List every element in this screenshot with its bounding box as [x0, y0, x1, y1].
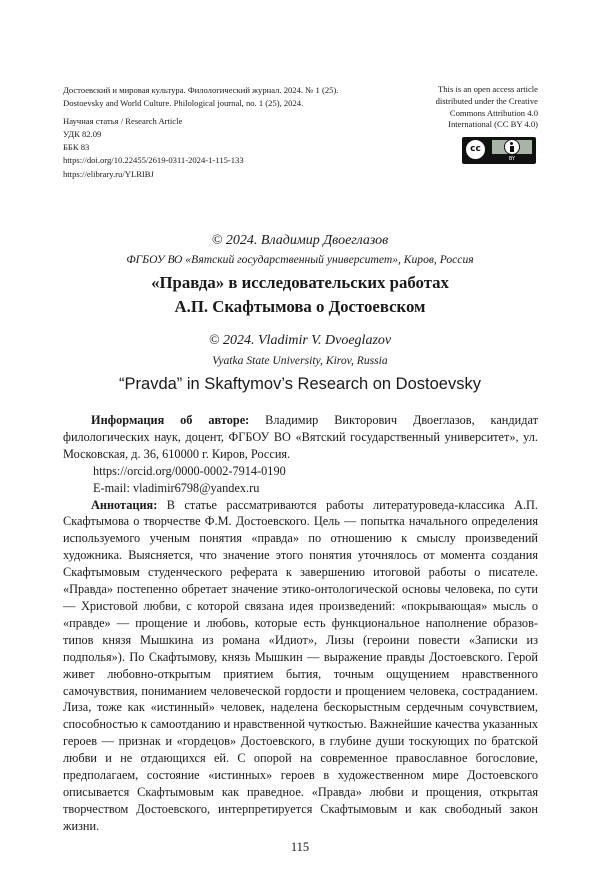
- cc-logo-icon: cc: [465, 139, 486, 160]
- author-info-paragraph: [63, 412, 538, 463]
- doi-link[interactable]: https://doi.org/10.22455/2619-0311-2024-1-115-133: [63, 155, 244, 166]
- bbk-code: ББК 83: [63, 142, 90, 153]
- journal-citation-ru: Достоевский и мировая культура. Филологический журнал. 2024. № 1 (25).: [63, 85, 339, 95]
- affiliation-ru: ФГБОУ ВО «Вятский государственный университет», Киров, Россия: [126, 253, 474, 266]
- cc-by-license-icon[interactable]: [462, 137, 536, 164]
- elibrary-link[interactable]: https://elibrary.ru/YLRIBJ: [63, 168, 154, 179]
- by-label: BY: [508, 156, 516, 162]
- attribution-person-icon: [492, 140, 532, 154]
- license-line: Commons Attribution 4.0: [449, 107, 538, 118]
- abstract-label: Аннотация:: [91, 497, 158, 512]
- affiliation-en: Vyatka State University, Kirov, Russia: [212, 354, 388, 367]
- udk-code: УДК 82.09: [63, 129, 102, 140]
- publication-metadata: [63, 84, 393, 181]
- orcid-link[interactable]: https://orcid.org/0000-0002-7914-0190: [93, 463, 286, 478]
- abstract-paragraph: [63, 497, 538, 835]
- author-info-block: [63, 412, 538, 835]
- license-line: International (CC BY 4.0): [448, 119, 538, 130]
- license-line: distributed under the Creative: [435, 95, 538, 106]
- author-ru: © 2024. Владимир Двоеглазов: [211, 233, 389, 248]
- journal-citation-en: Dostoevsky and World Culture. Philological journal, no. 1 (25), 2024.: [63, 98, 304, 109]
- title-ru-line: «Правда» в исследовательских работах: [151, 273, 449, 292]
- license-line: This is an open access article: [438, 84, 538, 94]
- author-info-label: Информация об авторе:: [91, 413, 250, 427]
- author-en: © 2024. Vladimir V. Dvoeglazov: [208, 333, 392, 348]
- email-address[interactable]: E-mail: vladimir6798@yandex.ru: [93, 480, 260, 495]
- title-en: “Pravda” in Skaftymov’s Research on Dostoevsky: [119, 375, 481, 393]
- license-notice: [358, 84, 538, 131]
- title-ru: [40, 271, 560, 319]
- abstract-text: В статье рассматриваются работы литературоведа-классика А.П. Скафтымова о творчестве Ф.М. Достоевского. Цель — попытка начального определения используемого ученым понятия «правда» по отношению к смыслу произведений художника. Выясняется, что значение этого понятия уточнялось от момента создания Скафтымовым студенческого реферата к завершению итоговой работы о писателе. «Правда» постепенно обретает значение этико-онтологической основы человека, по сути — Христовой любви, с которой связана идея произведений: «покрывающая» мысль о «правде» — прощение и любовь, которые есть функциональное наполнение образов-типов князя Мышкина из романа «Идиот», Лизы (героини повести «Записки из подполья»). По Скафтымову, князь Мышкин — выражение правды Достоевского. Герой живет любовно-открытым приятием бытия, точным ощущением нравственного самочувствия, пониманием человеческой гордости и прощением человека, состраданием. Лиза, тоже как «истинный» человек, наделена бескорыстным сердечным сочувствием, способностью к самоотданию и нравственной чуткостью. Важнейшие качества указанных героев — признак и «гордецов» Достоевского, в глубине души тоскующих по братской любви и не отдающихся ей. С опорой на современное православное богословие, предполагаем, состояние «истинных» героев в художественном мире Достоевского описывается Скафтымовым как праведное. «Правда» любви и прощения, открытая творчеством Достоевского, интерпретируется Скафтымовым и как свободный закон жизни.: [63, 497, 538, 833]
- article-type: Научная статья / Research Article: [63, 116, 183, 127]
- title-ru-line: А.П. Скафтымова о Достоевском: [174, 297, 426, 316]
- page-number: 115: [290, 840, 310, 854]
- author-info-text: Владимир Викторович Двоеглазов, кандидат филологических наук, доцент, ФГБОУ ВО «Вятский государственный университет», ул. Московская, д. 36, 610000 г. Киров, Россия.: [63, 413, 538, 461]
